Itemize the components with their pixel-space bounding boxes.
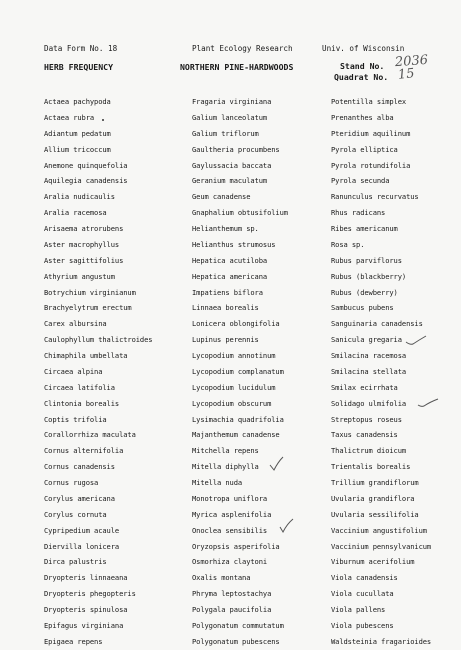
species-name: Viburnum acerifolium	[331, 557, 415, 567]
species-name: Smilax ecirrhata	[331, 382, 398, 392]
species-name: Taxus canadensis	[331, 430, 398, 440]
species-name: Lycopodium lucidulum	[192, 382, 276, 392]
ink-dot-mark	[102, 119, 104, 121]
species-name: Polygonatum commutatum	[192, 620, 284, 630]
species-column-3	[331, 94, 431, 650]
species-name: Cornus canadensis	[44, 462, 115, 472]
species-name: Aster sagittifolius	[44, 255, 124, 265]
species-name: Dryopteris phegopteris	[44, 589, 136, 599]
check-mark-icon	[268, 456, 284, 472]
species-name: Waldsteinia fragarioides	[331, 636, 432, 646]
species-name: Gaylussacia baccata	[192, 160, 272, 170]
species-name: Sambucus pubens	[331, 303, 394, 313]
species-name: Lupinus perennis	[192, 335, 259, 345]
species-name: Uvularia grandiflora	[331, 493, 415, 503]
species-name: Circaea alpina	[44, 366, 103, 376]
form-number: Data Form No. 18	[44, 44, 118, 53]
species-name: Allium tricoccum	[44, 144, 111, 154]
species-name: Majanthemum canadense	[192, 430, 280, 440]
species-name: Lycopodium complanatum	[192, 366, 284, 376]
species-name: Linnaea borealis	[192, 303, 259, 313]
species-name: Onoclea sensibilis	[192, 525, 268, 535]
species-name: Polygala paucifolia	[192, 605, 272, 614]
species-name: Polygonatum pubescens	[192, 636, 280, 646]
species-name: Dryopteris spinulosa	[44, 605, 128, 614]
check-mark-icon	[417, 396, 439, 408]
species-name: Myrica asplenifolia	[192, 509, 272, 519]
species-name: Uvularia sessilifolia	[331, 509, 419, 519]
species-name: Lonicera oblongifolia	[192, 319, 280, 329]
species-name: Aralia nudicaulis	[44, 192, 115, 202]
species-name: Corylus cornuta	[44, 509, 107, 519]
species-name: Smilacina racemosa	[331, 351, 407, 360]
species-name: Actaea rubra	[44, 112, 95, 122]
species-name: Brachyelytrum erectum	[44, 303, 132, 313]
species-name: Rosa sp.	[331, 239, 365, 249]
species-name: Sanicula gregaria	[331, 335, 402, 345]
species-name: Trillium grandiflorum	[331, 478, 419, 487]
species-name: Helianthemum sp.	[192, 224, 259, 233]
species-name: Coptis trifolia	[44, 414, 107, 424]
species-name: Chimaphila umbellata	[44, 351, 128, 360]
species-name: Sanguinaria canadensis	[331, 319, 423, 329]
species-name: Arisaema atrorubens	[44, 224, 124, 233]
species-name: Vaccinium pennsylvanicum	[331, 541, 432, 551]
species-name: Viola pallens	[331, 605, 386, 614]
species-name: Pyrola elliptica	[331, 144, 398, 154]
species-name: Geranium maculatum	[192, 176, 268, 186]
species-name: Monotropa uniflora	[192, 493, 268, 503]
species-name: Mitchella repens	[192, 446, 259, 456]
species-name: Viola cucullata	[331, 589, 394, 599]
species-name: Vaccinium angustifolium	[331, 525, 427, 535]
species-name: Prenanthes alba	[331, 112, 394, 122]
check-mark-icon	[405, 334, 427, 346]
species-name: Pteridium aquilinum	[331, 128, 411, 138]
species-name: Dirca palustris	[44, 557, 107, 567]
species-name: Oryzopsis asperifolia	[192, 541, 280, 551]
species-name: Lycopodium annotinum	[192, 351, 276, 360]
stand-label: Stand No.	[340, 61, 385, 71]
species-name: Adiantum pedatum	[44, 128, 111, 138]
species-name: Corylus americana	[44, 493, 115, 503]
species-name: Athyrium angustum	[44, 271, 115, 281]
species-name: Aquilegia canadensis	[44, 176, 128, 186]
species-name: Lycopodium obscurum	[192, 398, 272, 408]
species-name: Viola pubescens	[331, 620, 394, 630]
species-name: Potentilla simplex	[331, 97, 407, 106]
species-name: Rhus radicans	[331, 208, 386, 218]
species-name: Fragaria virginiana	[192, 97, 272, 106]
species-name: Helianthus strumosus	[192, 239, 276, 249]
species-name: Actaea pachypoda	[44, 97, 111, 106]
species-name: Mitella diphylla	[192, 462, 259, 472]
species-name: Thalictrum dioicum	[331, 446, 407, 456]
species-name: Pyrola secunda	[331, 176, 390, 186]
species-name: Cornus rugosa	[44, 478, 99, 487]
species-name: Cornus alternifolia	[44, 446, 124, 456]
species-name: Galium triflorum	[192, 128, 259, 138]
species-name: Trientalis borealis	[331, 462, 411, 472]
species-name: Hepatica acutiloba	[192, 255, 268, 265]
university: Univ. of Wisconsin	[322, 44, 405, 53]
species-column-1	[44, 94, 152, 650]
species-name: Clintonia borealis	[44, 398, 120, 408]
quadrat-label: Quadrat No.	[334, 72, 389, 82]
species-name: Smilacina stellata	[331, 366, 407, 376]
species-name: Epifagus virginiana	[44, 620, 124, 630]
species-name: Diervilla lonicera	[44, 541, 120, 551]
species-name: Ranunculus recurvatus	[331, 192, 419, 202]
species-name: Geum canadense	[192, 192, 251, 202]
species-name: Oxalis montana	[192, 573, 251, 583]
species-name: Corallorrhiza maculata	[44, 430, 136, 440]
species-name: Rubus parviflorus	[331, 255, 402, 265]
species-name: Galium lanceolatum	[192, 112, 268, 122]
species-name: Circaea latifolia	[44, 382, 115, 392]
species-name: Rubus (dewberry)	[331, 287, 398, 297]
species-name: Anemone quinquefolia	[44, 160, 128, 170]
species-name: Viola canadensis	[331, 573, 398, 583]
species-name: Gnaphalium obtusifolium	[192, 208, 288, 218]
species-name: Aster macrophyllus	[44, 239, 120, 249]
species-name: Dryopteris linnaeana	[44, 573, 128, 583]
species-name: Streptopus roseus	[331, 414, 402, 424]
species-name: Mitella nuda	[192, 478, 243, 487]
species-name: Cypripedium acaule	[44, 525, 120, 535]
species-name: Osmorhiza claytoni	[192, 557, 268, 567]
species-name: Carex albursina	[44, 319, 107, 329]
species-name: Rubus (blackberry)	[331, 271, 407, 281]
species-name: Gaultheria procumbens	[192, 144, 280, 154]
species-name: Phryma leptostachya	[192, 589, 272, 599]
species-name: Impatiens biflora	[192, 287, 263, 297]
form-title: HERB FREQUENCY	[44, 62, 114, 72]
species-name: Epigaea repens	[44, 636, 103, 646]
species-name: Caulophyllum thalictroides	[44, 335, 153, 345]
species-name: Ribes americanum	[331, 224, 398, 233]
species-name: Solidago ulmifolia	[331, 398, 407, 408]
species-column-2	[192, 94, 288, 650]
organization: Plant Ecology Research	[192, 44, 293, 53]
species-name: Hepatica americana	[192, 271, 268, 281]
species-name: Lysimachia quadrifolia	[192, 414, 284, 424]
check-mark-icon	[278, 518, 294, 534]
community-type: NORTHERN PINE-HARDWOODS	[180, 62, 294, 72]
species-name: Pyrola rotundifolia	[331, 160, 411, 170]
species-name: Botrychium virginianum	[44, 287, 136, 297]
stand-number-handwritten: 2036	[394, 52, 429, 71]
species-name: Aralia racemosa	[44, 208, 107, 218]
quadrat-number-handwritten: 15	[397, 66, 416, 83]
